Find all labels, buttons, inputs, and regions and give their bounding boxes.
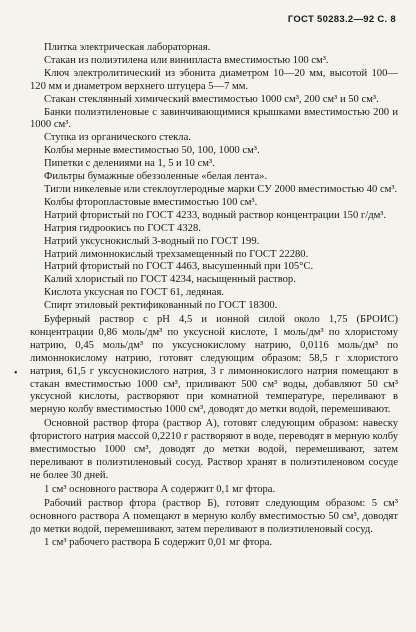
paragraph: Натрий уксуснокислый 3-водный по ГОСТ 199. xyxy=(44,235,260,247)
paragraph: Колбы фторопластовые вместимостью 100 см³. xyxy=(44,196,258,208)
paragraph: 1 см³ основного раствора А содержит 0,1 мг фтора. xyxy=(44,483,276,495)
paragraph: Натрий фтористый по ГОСТ 4233, водный раствор концентрации 150 г/дм³. xyxy=(44,209,387,221)
page-header: ГОСТ 50283.2—92 С. 8 xyxy=(287,14,396,25)
margin-mark: • xyxy=(14,368,18,379)
paragraph: Рабочий раствор фтора (раствор Б), готовят следующим образом: 5 см³ основного раствора А помещают в мерную колбу вместимостью 50 см³, доводят до метки водой, перемешивают, затем переливают в полиэтиленовый сосуд. xyxy=(30,497,398,535)
paragraph: Ступка из органического стекла. xyxy=(44,132,191,144)
paragraph: Тигли никелевые или стеклоуглеродные марки СУ 2000 вместимостью 40 см³. xyxy=(44,183,398,195)
document-body xyxy=(30,42,398,550)
paragraph: Натрий лимоннокислый трехзамещенный по ГОСТ 22280. xyxy=(44,248,309,260)
paragraph: Натрий фтористый по ГОСТ 4463, высушенный при 105°С. xyxy=(44,261,314,273)
paragraph: Натрия гидроокись по ГОСТ 4328. xyxy=(44,222,201,234)
paragraph: Буферный раствор с pH 4,5 и ионной силой около 1,75 (БРОИС) концентрации 0,86 моль/дм³ по уксусной кислоте, 1 моль/дм³ по хлористому натрию, 0,45 моль/дм³ по уксуснокислому натрию, 0,0116 моль/дм³ по лимоннокислому натрию, готовят следующим образом: 58,5 г хлористого натрия, 61,5 г уксуснокислого натрия, 3 г лимоннокислого натрия помещают в стакан вместимостью 1000 см³, приливают 500 см³ воды, добавляют 50 см³ уксусной кислоты, растворяют при комнатной температуре, переливают в мерную колбу вместимостью 1000 см³, доводят до метки водой, перемешивают. xyxy=(30,314,398,416)
paragraph: Пипетки с делениями на 1, 5 и 10 см³. xyxy=(44,158,215,170)
paragraph: Ключ электролитический из эбонита диаметром 10—20 мм, высотой 100—120 мм и диаметром верхнего штуцера 5—7 мм. xyxy=(30,67,398,92)
paragraph: 1 см³ рабочего раствора Б содержит 0,01 мг фтора. xyxy=(44,537,273,549)
paragraph: Плитка электрическая лабораторная. xyxy=(44,42,211,53)
paragraph: Кислота уксусная по ГОСТ 61, ледяная. xyxy=(44,287,224,299)
paragraph: Основной раствор фтора (раствор А), готовят следующим образом: навеску фтористого натрия массой 0,2210 г растворяют в воде, переводят в мерную колбу вместимостью 1000 см³, доводят до метки водой, перемешивают, затем переливают в полиэтиленовый сосуд. Раствор хранят в полиэтиленовом сосуде не более 30 дней. xyxy=(30,418,398,481)
paragraph: Банки полиэтиленовые с завинчивающимися крышками вместимостью 200 и 1000 см³. xyxy=(30,106,398,131)
paragraph: Колбы мерные вместимостью 50, 100, 1000 см³. xyxy=(44,145,260,157)
paragraph: Стакан стеклянный химический вместимостью 1000 см³, 200 см³ и 50 см³. xyxy=(44,93,379,105)
paragraph: Спирт этиловый ректификованный по ГОСТ 18300. xyxy=(44,300,278,312)
paragraph: Стакан из полиэтилена или винипласта вместимостью 100 см³. xyxy=(44,54,329,66)
paragraph: Фильтры бумажные обеззоленные «белая лента». xyxy=(44,171,268,183)
paragraph: Калий хлористый по ГОСТ 4234, насыщенный раствор. xyxy=(44,274,296,286)
